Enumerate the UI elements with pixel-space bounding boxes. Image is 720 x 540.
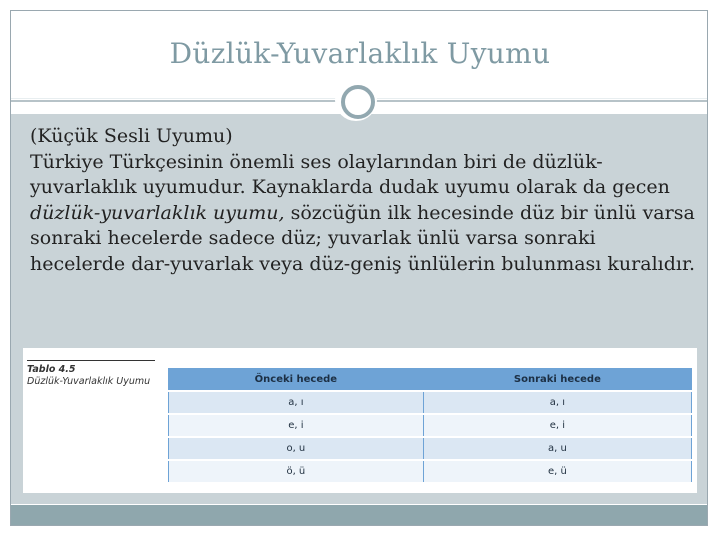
slide-title: Düzlük-Yuvarlaklık Uyumu — [169, 37, 551, 70]
table-caption — [27, 360, 157, 388]
table-cell: a, ı — [169, 391, 424, 414]
vowel-harmony-table — [168, 366, 692, 484]
table-row — [169, 391, 692, 414]
table-cell: a, ı — [423, 391, 691, 414]
table-row — [169, 460, 692, 483]
subtitle: (Küçük Sesli Uyumu) — [30, 125, 233, 147]
table-cell: e, i — [423, 414, 691, 437]
table-cell: ö, ü — [169, 460, 424, 483]
table-caption-text: Düzlük-Yuvarlaklık Uyumu — [27, 376, 151, 387]
bottom-bar — [11, 505, 707, 525]
paragraph-text-start: Türkiye Türkçesinin önemli ses olaylarından biri de düzlük-yuvarlaklık uyumudur. Kaynaklarda dudak uyumu olarak da gecen — [30, 150, 670, 198]
table-panel — [23, 348, 697, 493]
header-next-syllable: Sonraki hecede — [423, 367, 691, 391]
table-row — [169, 414, 692, 437]
paragraph — [30, 150, 695, 278]
paragraph-text-end: sözcüğün ilk hecesinde düz bir ünlü varsa sonraki hecelerde sadece düz; yuvarlak ünlü varsa sonraki hecelerde dar-yuvarlak veya düz-geniş ünlülerin bulunması kuralıdır. — [30, 201, 695, 275]
table-cell: a, u — [423, 437, 691, 460]
table-row — [169, 437, 692, 460]
body-text — [30, 124, 695, 277]
table-cell: e, i — [169, 414, 424, 437]
header-previous-syllable: Önceki hecede — [169, 367, 424, 391]
ring-icon — [341, 85, 375, 119]
table-number: Tablo 4.5 — [27, 364, 76, 375]
table-cell: e, ü — [423, 460, 691, 483]
paragraph-emphasis: düzlük-yuvarlaklık uyumu, — [30, 201, 285, 224]
table-cell: o, u — [169, 437, 424, 460]
circle-ornament-icon — [335, 79, 377, 121]
caption-rule — [27, 360, 155, 361]
table-header-row — [169, 367, 692, 391]
